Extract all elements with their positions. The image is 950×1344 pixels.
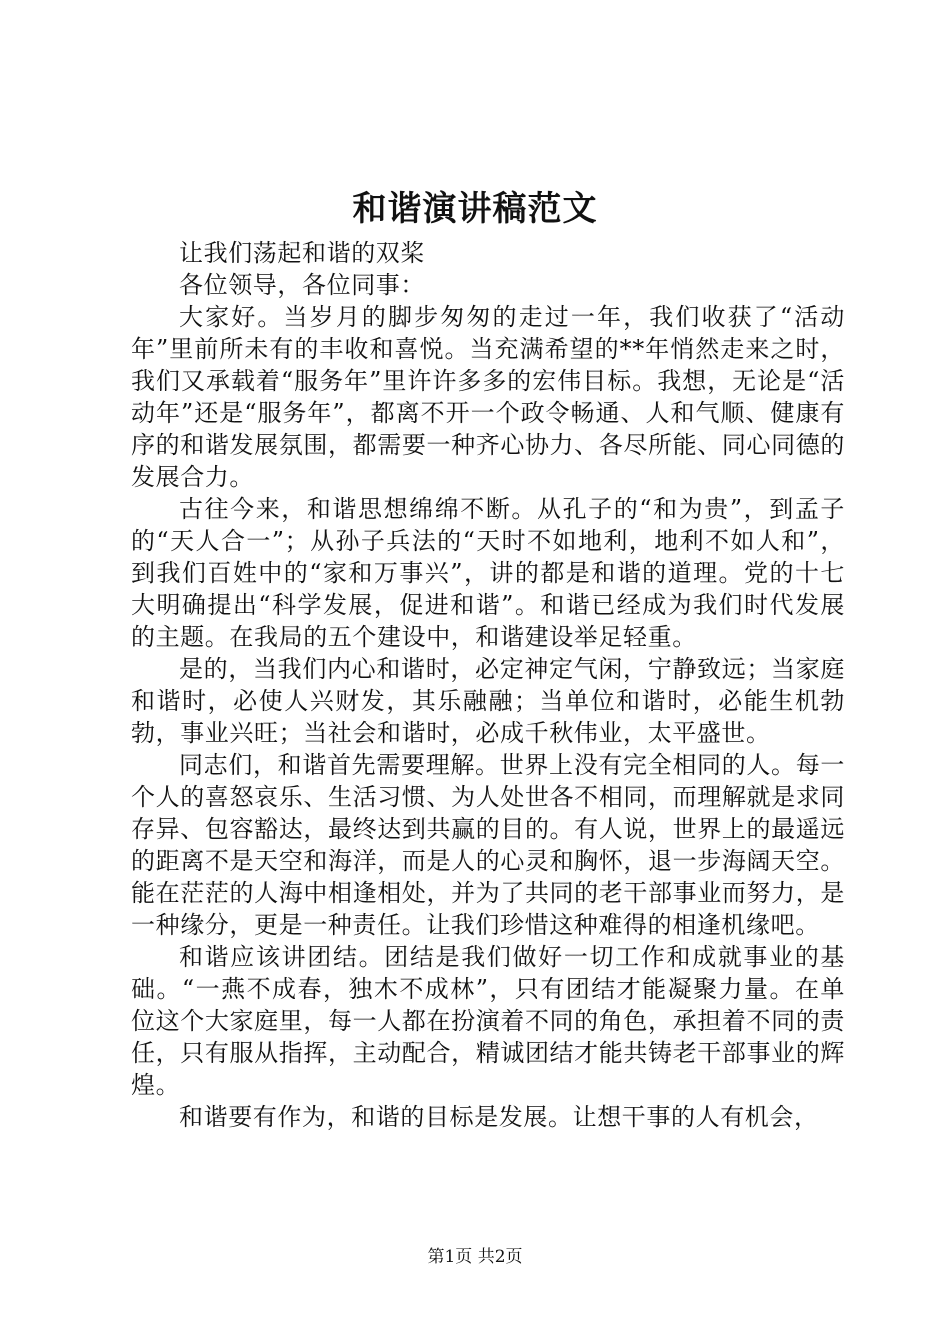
paragraph: 和谐应该讲团结。团结是我们做好一切工作和成就事业的基础。“一燕不成春，独木不成林”，只有团结才能凝聚力量。在单位这个大家庭里，每一人都在扮演着不同的角色，承担着不同的责任，只有服从指挥，主动配合，精诚团结才能共铸老干部事业的辉煌。 <box>131 943 845 1099</box>
paragraph: 是的，当我们内心和谐时，必定神定气闲，宁静致远；当家庭和谐时，必使人兴财发，其乐融融；当单位和谐时，必能生机勃勃，事业兴旺；当社会和谐时，必成千秋伟业，太平盛世。 <box>131 655 845 747</box>
paragraph: 同志们，和谐首先需要理解。世界上没有完全相同的人。每一个人的喜怒哀乐、生活习惯、为人处世各不相同，而理解就是求同存异、包容豁达，最终达到共赢的目的。有人说，世界上的最遥远的距离不是天空和海洋，而是人的心灵和胸怀，退一步海阔天空。能在茫茫的人海中相逢相处，并为了共同的老干部事业而努力，是一种缘分，更是一种责任。让我们珍惜这种难得的相逢机缘吧。 <box>131 751 845 939</box>
page-title: 和谐演讲稿范文 <box>352 189 598 229</box>
paragraph: 大家好。当岁月的脚步匆匆的走过一年，我们收获了“活动年”里前所未有的丰收和喜悦。当充满希望的**年悄然走来之时，我们又承载着“服务年”里许许多多的宏伟目标。我想，无论是“活动年”还是“服务年”，都离不开一个政令畅通、人和气顺、健康有序的和谐发展氛围，都需要一种齐心协力、各尽所能、同心同德的发展合力。 <box>131 303 845 491</box>
document-body <box>131 237 845 1133</box>
subtitle-line: 让我们荡起和谐的双桨 <box>179 239 425 267</box>
paragraph: 古往今来，和谐思想绵绵不断。从孔子的“和为贵”，到孟子的“天人合一”；从孙子兵法的“天时不如地利，地利不如人和”，到我们百姓中的“家和万事兴”，讲的都是和谐的道理。党的十七大明确提出“科学发展，促进和谐”。和谐已经成为我们时代发展的主题。在我局的五个建设中，和谐建设举足轻重。 <box>131 495 845 651</box>
salutation-line: 各位领导，各位同事： <box>179 271 425 299</box>
page-footer: 第1页 共2页 <box>427 1247 523 1267</box>
paragraph: 和谐要有作为，和谐的目标是发展。让想干事的人有机会， <box>179 1103 819 1131</box>
